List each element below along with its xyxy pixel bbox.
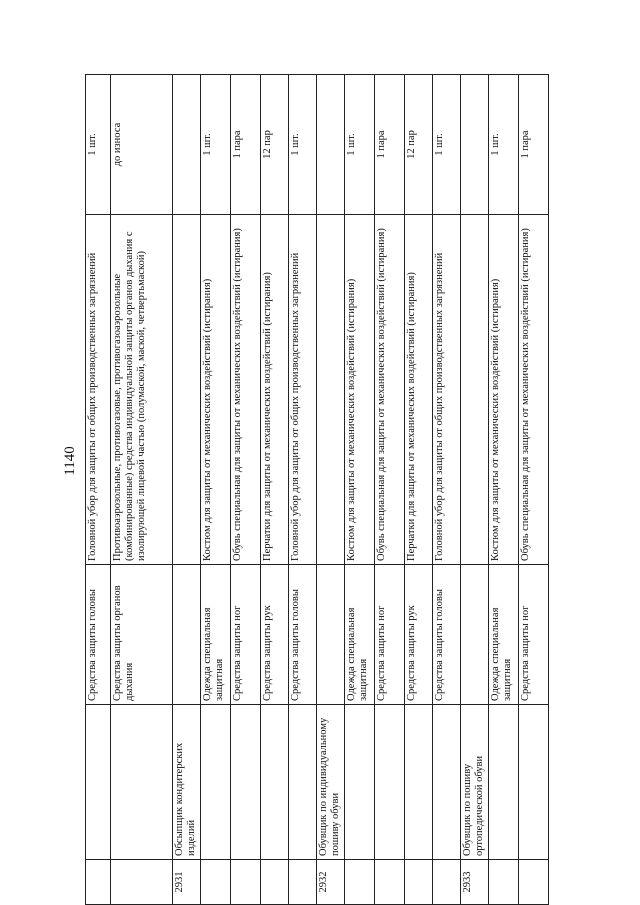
cell-profession: [375, 705, 405, 860]
cell-profession: [405, 705, 433, 860]
cell-item: Средства защиты органов дыхания: [111, 565, 173, 705]
cell-norm: Перчатки для защиты от механических воздействий (истирания): [405, 215, 433, 565]
cell-qty: 1 шт.: [86, 75, 111, 215]
cell-qty: 12 пар: [405, 75, 433, 215]
cell-profession: [261, 705, 289, 860]
cell-norm: Головной убор для защиты от общих производственных загрязнений: [433, 215, 461, 565]
cell-qty: 1 шт.: [201, 75, 231, 215]
cell-qty: 1 шт.: [289, 75, 317, 215]
table-row: [345, 75, 375, 905]
cell-item: Средства защиты ног: [519, 565, 549, 705]
cell-qty: 12 пар: [261, 75, 289, 215]
table-row: [289, 75, 317, 905]
cell-profession: Обувщик по индивидуальному пошиву обуви: [317, 705, 345, 860]
cell-norm: [461, 215, 489, 565]
cell-item: Средства защиты головы: [433, 565, 461, 705]
cell-item: [461, 565, 489, 705]
cell-profession: [201, 705, 231, 860]
cell-norm: Костюм для защиты от механических воздействий (истирания): [345, 215, 375, 565]
page-number: 1140: [62, 446, 78, 476]
cell-qty: 1 пара: [231, 75, 261, 215]
cell-code: [489, 860, 519, 905]
table-row: [111, 75, 173, 905]
cell-qty: [317, 75, 345, 215]
table-row: [86, 75, 111, 905]
cell-code: [261, 860, 289, 905]
cell-code: [345, 860, 375, 905]
table-row: [405, 75, 433, 905]
cell-qty: 1 пара: [375, 75, 405, 215]
table-row: [317, 75, 345, 905]
cell-qty: до износа: [111, 75, 173, 215]
rotated-table-container: [85, 75, 565, 905]
cell-profession: [231, 705, 261, 860]
cell-norm: Костюм для защиты от механических воздействий (истирания): [201, 215, 231, 565]
cell-norm: Обувь специальная для защиты от механических воздействий (истирания): [519, 215, 549, 565]
cell-code: [375, 860, 405, 905]
cell-item: Средства защиты ног: [231, 565, 261, 705]
table-row: [231, 75, 261, 905]
cell-code: [231, 860, 261, 905]
cell-norm: Обувь специальная для защиты от механических воздействий (истирания): [231, 215, 261, 565]
cell-norm: Головной убор для защиты от общих производственных загрязнений: [289, 215, 317, 565]
cell-code: [111, 860, 173, 905]
cell-item: [173, 565, 201, 705]
cell-item: Одежда специальная защитная: [345, 565, 375, 705]
cell-norm: Головной убор для защиты от общих производственных загрязнений: [86, 215, 111, 565]
cell-item: Средства защиты рук: [261, 565, 289, 705]
cell-item: Одежда специальная защитная: [489, 565, 519, 705]
cell-norm: Обувь специальная для защиты от механических воздействий (истирания): [375, 215, 405, 565]
cell-code: [201, 860, 231, 905]
table-row: [173, 75, 201, 905]
cell-item: Средства защиты головы: [86, 565, 111, 705]
cell-code: [433, 860, 461, 905]
cell-item: Средства защиты головы: [289, 565, 317, 705]
cell-profession: Обувщик по пошиву ортопедической обуви: [461, 705, 489, 860]
cell-qty: 1 шт.: [345, 75, 375, 215]
cell-profession: [519, 705, 549, 860]
cell-code: [405, 860, 433, 905]
cell-profession: [433, 705, 461, 860]
cell-item: [317, 565, 345, 705]
cell-item: Средства защиты ног: [375, 565, 405, 705]
table-row: [261, 75, 289, 905]
table-row: [489, 75, 519, 905]
cell-profession: [86, 705, 111, 860]
cell-profession: [111, 705, 173, 860]
cell-profession: [289, 705, 317, 860]
cell-qty: 1 пара: [519, 75, 549, 215]
cell-norm: [173, 215, 201, 565]
cell-norm: [317, 215, 345, 565]
ppe-norms-table: [85, 74, 549, 905]
cell-code: [86, 860, 111, 905]
cell-qty: 1 шт.: [489, 75, 519, 215]
cell-code: 2932: [317, 860, 345, 905]
table-row: [375, 75, 405, 905]
cell-code: 2931: [173, 860, 201, 905]
cell-norm: Противоаэрозольные, противогазовые, противогазоаэрозольные (комбинированные) средства индивидуальной защиты органов дыхания с изолирующей лицевой частью (полумаской, маской, четвертьмаской): [111, 215, 173, 565]
table-row: [461, 75, 489, 905]
table-row: [201, 75, 231, 905]
cell-norm: Костюм для защиты от механических воздействий (истирания): [489, 215, 519, 565]
cell-item: Одежда специальная защитная: [201, 565, 231, 705]
cell-profession: [489, 705, 519, 860]
cell-profession: Обсыпщик кондитерских изделий: [173, 705, 201, 860]
cell-norm: Перчатки для защиты от механических воздействий (истирания): [261, 215, 289, 565]
cell-code: [289, 860, 317, 905]
cell-code: 2933: [461, 860, 489, 905]
cell-profession: [345, 705, 375, 860]
cell-qty: [461, 75, 489, 215]
table-row: [433, 75, 461, 905]
cell-qty: 1 шт.: [433, 75, 461, 215]
cell-item: Средства защиты рук: [405, 565, 433, 705]
cell-qty: [173, 75, 201, 215]
cell-code: [519, 860, 549, 905]
table-row: [519, 75, 549, 905]
